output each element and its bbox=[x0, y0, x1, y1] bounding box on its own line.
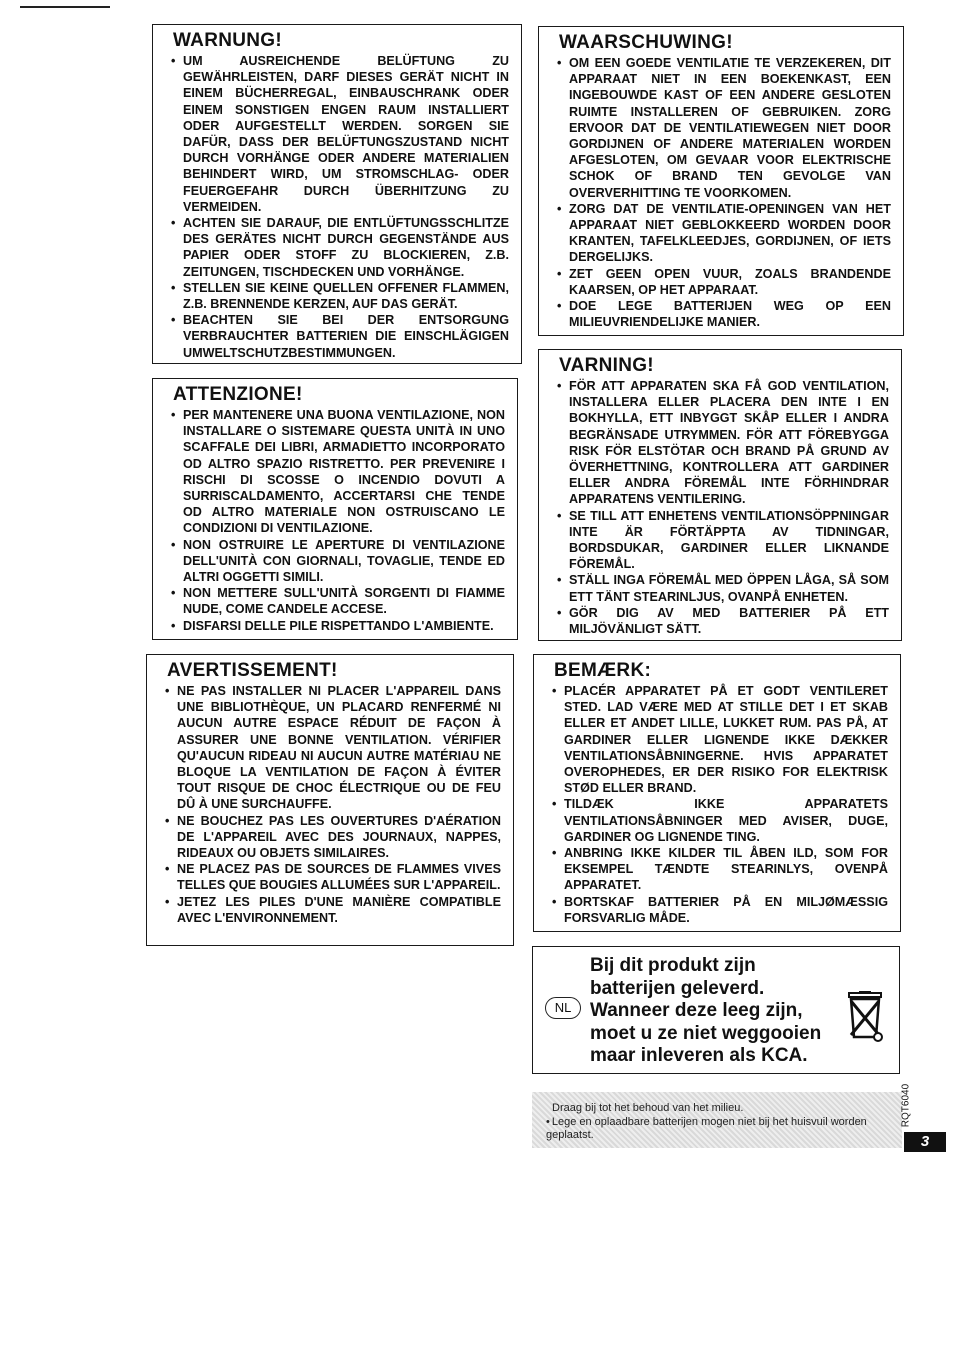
warning-list bbox=[552, 683, 888, 926]
warning-item: • BEACHTEN SIE BEI DER ENTSORGUNG VERBRAUCHTER BATTERIEN DIE EINSCHLÄGIGEN UMWELTSCHUTZBESTIMMUNGEN. bbox=[171, 312, 509, 361]
environment-notice-panel bbox=[532, 1092, 902, 1148]
bullet: • bbox=[546, 1116, 550, 1128]
warning-item: • OM EEN GOEDE VENTILATIE TE VERZEKEREN, DIT APPARAAT NIET IN EEN BOEKENKAST, EEN INGEBOUWDE KAST OF EEN ANDERE GESLOTEN RUIMTE INSTALLEREN OF GEBRUIKEN. ZORG ERVOOR DAT DE VENTILATIEWEGEN NIET DOOR GORDIJNEN OF ANDERE MATERIALEN WORDEN AFGESLOTEN, OM GEVAAR VOOR ELEKTRISCHE SCHOK OF BRAND TEN GEVOLGE VAN OVERVERHITTING TE VOORKOMEN. bbox=[557, 55, 891, 201]
warning-item: • ACHTEN SIE DARAUF, DIE ENTLÜFTUNGSSCHLITZE DES GERÄTES NICHT DURCH GEGENSTÄNDE AUS PAPIER ODER STOFF ZU BLOCKIEREN, Z.B. ZEITUNGEN, TISCHDECKEN UND VORHÄNGE. bbox=[171, 215, 509, 280]
battery-notice-box bbox=[532, 946, 900, 1074]
nl-badge: NL bbox=[545, 997, 581, 1019]
warning-item: • GÖR DIG AV MED BATTERIER PÅ ETT MILJÖVÄNLIGT SÄTT. bbox=[557, 605, 889, 637]
page-number: 3 bbox=[904, 1132, 946, 1152]
warning-title: WAARSCHUWING! bbox=[559, 32, 733, 53]
warning-item: • PER MANTENERE UNA BUONA VENTILAZIONE, NON INSTALLARE O SISTEMARE QUESTA UNITÀ IN UNO SCAFFALE DEI LIBRI, ARMADIETTO INCORPORATO OD ALTRO SPAZIO RISTRETTO. PER PREVENIRE I RISCHI DI SCOSSE O INCENDIO DOVUTI A SURRISCALDAMENTO, ACCERTARSI CHE TENDE OD ALTRO MATERIALE NON OSTRUISCANO LE CONDIZIONI DI VENTILAZIONE. bbox=[171, 407, 505, 537]
warning-item: • NON OSTRUIRE LE APERTURE DI VENTILAZIONE DELL'UNITÀ CON GIORNALI, TOVAGLIE, TENDE ED ALTRI OGGETTI SIMILI. bbox=[171, 537, 505, 586]
warning-item: • UM AUSREICHENDE BELÜFTUNG ZU GEWÄHRLEISTEN, DARF DIESES GERÄT NICHT IN EINEM BÜCHERREGAL, EINBAUSCHRANK ODER EINEM SONSTIGEN ENGEN RAUM INSTALLIERT ODER AUFGESTELLT WERDEN. SORGEN SIE DAFÜR, DASS DER BELÜFTUNGSZUSTAND NICHT DURCH VORHÄNGE ODER ANDERE MATERIALIEN BEHINDERT WIRD, UM STROMSCHLAG- ODER FEUERGEFAHR DURCH ÜBERHITZUNG ZU VERMEIDEN. bbox=[171, 53, 509, 215]
top-rule bbox=[20, 6, 110, 8]
warning-list bbox=[171, 53, 509, 361]
environment-notice-item bbox=[546, 1116, 896, 1142]
warning-list bbox=[557, 378, 889, 637]
warning-item: • STÄLL INGA FÖREMÅL MED ÖPPEN LÅGA, SÅ SOM ETT TÄNT STEARINLJUS, OVANPÅ ENHETEN. bbox=[557, 572, 889, 604]
warning-item: • NE BOUCHEZ PAS LES OUVERTURES D'AÉRATION DE L'APPAREIL AVEC DES JOURNAUX, NAPPES, RIDEAUX OU OBJETS SIMILAIRES. bbox=[165, 813, 501, 862]
warning-list bbox=[557, 55, 891, 330]
warning-item: • NE PLACEZ PAS DE SOURCES DE FLAMMES VIVES TELLES QUE BOUGIES ALLUMÉES SUR L'APPAREIL. bbox=[165, 861, 501, 893]
warning-box-swedish bbox=[538, 349, 902, 641]
warning-item: • NE PAS INSTALLER NI PLACER L'APPAREIL DANS UNE BIBLIOTHÈQUE, UN PLACARD RENFERMÉ NI AUCUN AUTRE ESPACE RÉDUIT DE FAÇON À ASSURER UNE BONNE VENTILATION. VÉRIFIER QU'AUCUN RIDEAU NI AUCUN AUTRE MATÉRIAU NE BLOQUE LA VENTILATION DE FAÇON À ÉVITER TOUT RISQUE DE CHOC ÉLECTRIQUE OU DE FEU DÛ À UNE SURCHAUFFE. bbox=[165, 683, 501, 813]
warning-item: • DISFARSI DELLE PILE RISPETTANDO L'AMBIENTE. bbox=[171, 618, 505, 634]
warning-item: • JETEZ LES PILES D'UNE MANIÈRE COMPATIBLE AVEC L'ENVIRONNEMENT. bbox=[165, 894, 501, 926]
warning-item: • ZORG DAT DE VENTILATIE-OPENINGEN VAN HET APPARAAT NIET GEBLOKKEERD WORDEN DOOR KRANTEN, TAFELKLEEDJES, GORDIJNEN, OF IETS DERGELIJKS. bbox=[557, 201, 891, 266]
battery-notice-text bbox=[590, 955, 840, 1068]
warning-item: • ZET GEEN OPEN VUUR, ZOALS BRANDENDE KAARSEN, OP HET APPARAAT. bbox=[557, 266, 891, 298]
environment-notice-line: Draag bij tot het behoud van het milieu. bbox=[552, 1102, 744, 1114]
warning-item: • SE TILL ATT ENHETENS VENTILATIONSÖPPNINGAR INTE ÄR FÖRTÄPPTA AV TIDNINGAR, BORDSDUKAR, GARDINER ELLER LIKNANDE FÖREMÅL. bbox=[557, 508, 889, 573]
warning-title: AVERTISSEMENT! bbox=[167, 660, 338, 681]
document-code bbox=[896, 1080, 916, 1140]
battery-notice-line: Wanneer deze leeg zijn, moet u ze niet weggooien maar inleveren als KCA. bbox=[590, 1000, 822, 1066]
warning-item: • BORTSKAF BATTERIER PÅ EN MILJØMÆSSIG FORSVARLIG MÅDE. bbox=[552, 894, 888, 926]
warning-box-italian bbox=[152, 378, 518, 640]
warning-item: • DOE LEGE BATTERIJEN WEG OP EEN MILIEUVRIENDELIJKE MANIER. bbox=[557, 298, 891, 330]
warning-item: • ANBRING IKKE KILDER TIL ÅBEN ILD, SOM FOR EKSEMPEL TÆNDTE STEARINLYS, OVENPÅ APPARATET. bbox=[552, 845, 888, 894]
warning-title: WARNUNG! bbox=[173, 30, 282, 51]
warning-item: • FÖR ATT APPARATEN SKA FÅ GOD VENTILATION, INSTALLERA ELLER PLACERA DEN INTE I EN BOKHYLLA, ETT INBYGGT SKÅP ELLER I ANDRA BEGRÄNSADE UTRYMMEN. FÖR ATT FÖREBYGGA RISK FÖR ELSTÖTAR OCH BRAND PÅ GRUND AV ÖVERHETTNING, KONTROLLERA ATT GARDINER ELLER ANDRA FÖREMÅL INTE FÖRHINDRAR APPARATENS VENTILERING. bbox=[557, 378, 889, 508]
warning-item: • PLACÉR APPARATET PÅ ET GODT VENTILERET STED. LAD VÆRE MED AT STILLE DET I ET SKAB ELLER ET ANDET LILLE, LUKKET RUM. PAS PÅ, AT GARDINER ELLER LIGNENDE IKKE DÆKKER VENTILATIONSÅBNINGERNE. HVIS APPARATET OVEROPHEDES, ER DER RISIKO FOR ELEKTRISK STØD ELLER BRAND. bbox=[552, 683, 888, 796]
warning-title: VARNING! bbox=[559, 355, 654, 376]
warning-box-dutch bbox=[538, 26, 904, 336]
warning-list bbox=[165, 683, 501, 926]
warning-list bbox=[171, 407, 505, 634]
environment-notice-text: Lege en oplaadbare batterijen mogen niet bij het huisvuil worden geplaatst. bbox=[546, 1116, 867, 1141]
warning-box-french bbox=[146, 654, 514, 946]
warning-item: • NON METTERE SULL'UNITÀ SORGENTI DI FIAMME NUDE, COME CANDELE ACCESE. bbox=[171, 585, 505, 617]
warning-title: BEMÆRK: bbox=[554, 660, 652, 681]
warning-box-danish bbox=[533, 654, 901, 932]
warning-item: • TILDÆK IKKE APPARATETS VENTILATIONSÅBNINGER MED AVISER, DUGE, GARDINER OG LIGNENDE TING. bbox=[552, 796, 888, 845]
crossed-out-bin-icon bbox=[845, 991, 885, 1043]
warning-box-german bbox=[152, 24, 522, 364]
warning-title: ATTENZIONE! bbox=[173, 384, 303, 405]
document-code-text: RQT6040 bbox=[900, 1083, 912, 1128]
battery-notice-line: Bij dit produkt zijn batterijen geleverd. bbox=[590, 955, 765, 999]
warning-item: • STELLEN SIE KEINE QUELLEN OFFENER FLAMMEN, Z.B. BRENNENDE KERZEN, AUF DAS GERÄT. bbox=[171, 280, 509, 312]
